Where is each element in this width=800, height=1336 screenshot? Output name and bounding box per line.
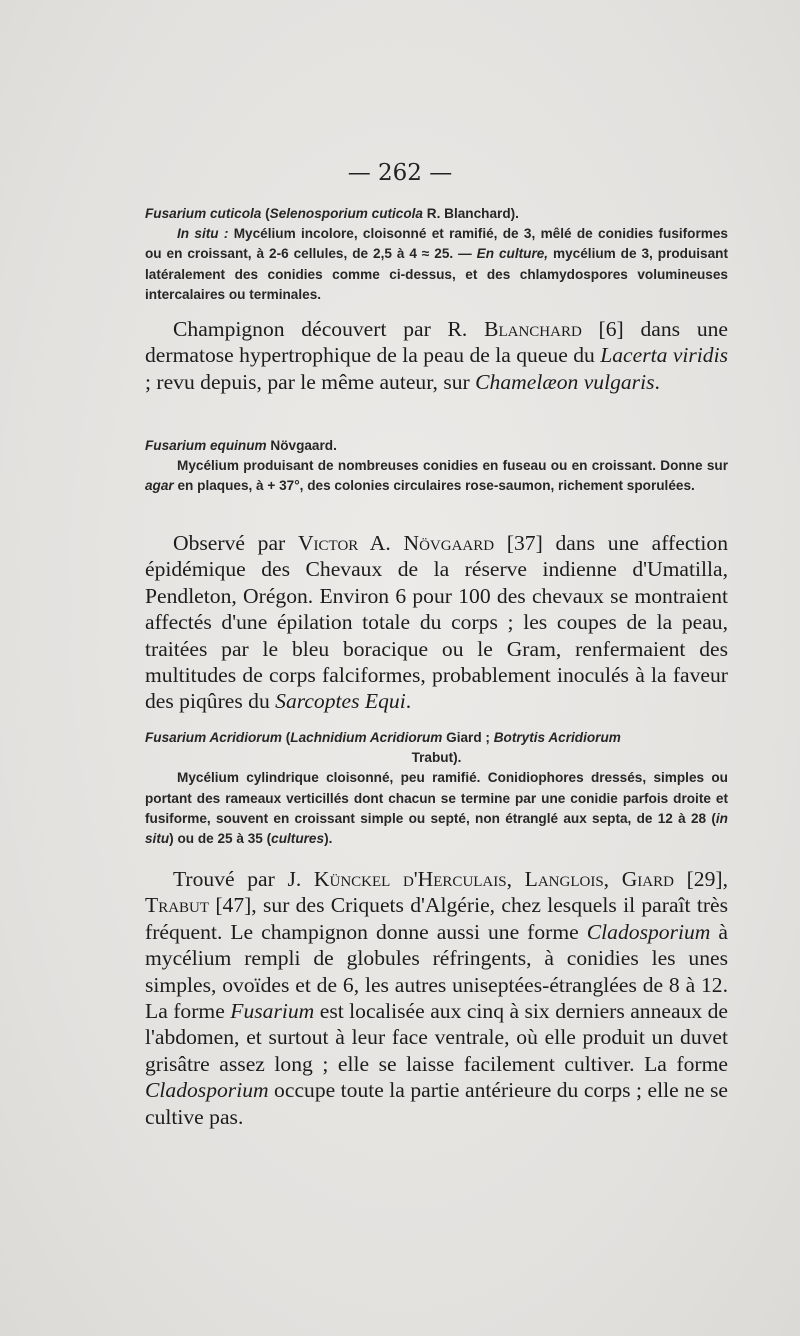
text-run: Mycélium produisant de nombreuses conidies en fuseau ou en croissant. Donne sur [177, 458, 728, 474]
cultures-label: cultures [271, 831, 325, 847]
in-situ-text: Mycélium incolore, cloisonné et ramifié, de 3, mêlé de conidies fusiformes ou en croissant, à 2-6 cellules, de 2,5 à 4 ≈ 25. — [145, 226, 728, 262]
text-run: [29], [673, 867, 728, 891]
species-description-equinum [145, 456, 728, 496]
synonym-name: Selenosporium cuticola [269, 206, 423, 221]
paragraph-text [145, 530, 728, 715]
paragraph-text [145, 316, 728, 395]
species-block-cuticola [145, 204, 728, 305]
species-block-equinum [145, 436, 728, 497]
text-run: ). [324, 831, 333, 847]
species-author: Növgaard. [266, 438, 337, 453]
synonym-name: Botrytis Acridiorum [493, 730, 621, 745]
paragraph-acridiorum [145, 866, 728, 1130]
species-heading-cuticola [145, 204, 728, 224]
species-name: Fusarium equinum [145, 438, 267, 453]
species-heading-equinum [145, 436, 728, 456]
culture-label: En culture, [476, 246, 549, 262]
text-run: Champignon découvert par R. [173, 317, 485, 341]
text-run: [6] dans une dermatose hypertrophique de la peau de la queue du [145, 317, 728, 368]
text-run: Trouvé par J. [173, 867, 314, 891]
in-situ-label: In situ : [177, 226, 229, 242]
paragraph-equinum [145, 530, 728, 715]
species-description-cuticola [145, 224, 728, 305]
synonym-name: Lachnidium Acridiorum [290, 730, 443, 745]
species-heading-acridiorum-line2: Trabut). [411, 750, 462, 766]
species-name: Sarcoptes Equi [275, 689, 406, 714]
text-run: . [654, 369, 660, 394]
paren: ( [261, 206, 270, 221]
agar-term: agar [145, 478, 174, 494]
text-run: occupe toute la partie antérieure du corps ; elle ne se cultive pas. [145, 1078, 728, 1129]
text-run: ; revu depuis, par le même auteur, sur [145, 369, 476, 394]
text-run: Observé par [173, 531, 298, 555]
text-run: est localisée aux cinq à six derniers anneaux de l'abdomen, et surtout à leur face ventrale, où elle produit un duvet grisâtre assez long ; elle se laisse facilement cultiver. La forme [145, 999, 728, 1076]
species-block-acridiorum [145, 728, 728, 849]
text-run: Mycélium cylindrique cloisonné, peu ramifié. Conidiophores dressés, simples ou portant des rameaux verticillés dont chacun se termine par une conidie parfois droite et fusiforme, souvent en croissant simple ou septé, non étranglé aux septa, de 12 à 28 ( [145, 770, 728, 826]
species-name: Cladosporium [145, 1078, 269, 1103]
text-run: [47], sur des Criquets d'Algérie, chez lesquels il paraît très fréquent. Le champignon donne aussi une forme [145, 893, 728, 944]
species-name: Lacerta viridis [600, 343, 729, 368]
species-heading-acridiorum [145, 728, 728, 748]
species-name: Chamelæon vulgaris [475, 369, 655, 394]
author-name: Trabut [145, 893, 210, 918]
paragraph-text [145, 866, 728, 1130]
author-names: Künckel d'Herculais, Langlois, Giard [313, 867, 674, 891]
author-name: Victor A. Növgaard [297, 531, 495, 555]
text-run: à mycélium rempli de globules réfringents, à conidies les unes simples, ovoïdes et de 6, les autres uniseptées-étranglées de 8 à 12. La forme [145, 919, 728, 1024]
in-situ-label: in situ [145, 810, 728, 847]
text-run: en plaques, à + 37°, des colonies circulaires rose-saumon, richement sporulées. [173, 478, 695, 494]
paragraph-cuticola [145, 316, 728, 395]
species-name: Fusarium Acridiorum [145, 730, 282, 745]
page-number: — 262 — [347, 160, 453, 186]
species-name: Cladosporium [586, 919, 711, 944]
text-run: . [405, 689, 412, 714]
species-name: Fusarium [230, 999, 315, 1024]
paren: ( [281, 730, 291, 745]
text-run: [37] dans une affection épidémique des Chevaux de la réserve indienne d'Umatilla, Pendleton, Orégon. Environ 6 pour 100 des chevaux se montraient affectés d'une épilation totale du corps ; les coupes de la peau, traitées par le bleu boracique ou le Gram, renfermaient des multitudes de corps falciformes, probablement inoculés à la faveur des piqûres du [145, 531, 729, 714]
species-description-acridiorum [145, 768, 728, 849]
synonym-author: Giard ; [442, 730, 494, 745]
culture-text: mycélium de 3, produisant latéralement des conidies comme ci-dessus, et des chlamydospores volumineuses intercalaires ou terminales. [145, 246, 728, 302]
author-name: Blanchard [484, 317, 582, 341]
species-name: Fusarium cuticola [145, 206, 262, 221]
text-run: ) ou de 25 à 35 ( [169, 831, 272, 847]
synonym-author: R. Blanchard). [423, 206, 519, 221]
